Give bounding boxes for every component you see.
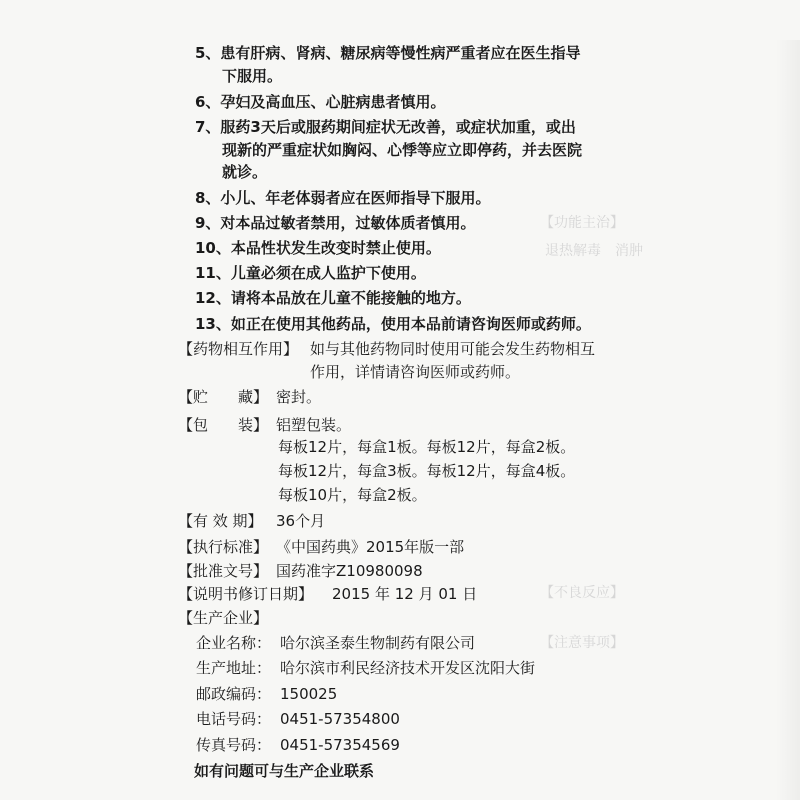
package-line-4: 每板10片，每盒2板。 [278,486,427,504]
manufacturer-name-value: 哈尔滨圣泰生物制药有限公司 [280,634,476,652]
manufacturer-postal-value: 150025 [280,685,338,703]
standard-label: 【执行标准】 [178,538,269,556]
precaution-item-9: 9、对本品过敏者禁用，过敏体质者慎用。 [195,214,476,232]
precaution-item-6: 6、孕妇及高血压、心脏病患者慎用。 [195,93,446,111]
approval-label: 【批准文号】 [178,562,269,580]
interaction-text-line-2: 作用，详情请咨询医师或药师。 [310,363,521,381]
storage-value: 密封。 [276,388,322,406]
manufacturer-address-label: 生产地址： [196,659,272,677]
bleed-through-text: 【不良反应】 [540,585,624,601]
precaution-item-12: 12、请将本品放在儿童不能接触的地方。 [195,289,471,307]
package-line-1: 铝塑包装。 [276,416,352,434]
manufacturer-fax-value: 0451-57354569 [280,736,400,754]
package-line-3: 每板12片，每盒3板。每板12片，每盒4板。 [278,462,576,480]
manufacturer-postal-label: 邮政编码： [196,685,272,703]
manufacturer-phone-value: 0451-57354800 [280,710,400,728]
validity-value: 36个月 [276,512,326,530]
validity-label: 【有 效 期】 [178,512,263,530]
precaution-item-11: 11、儿童必须在成人监护下使用。 [195,264,426,282]
bleed-through-text: 【功能主治】 [540,215,624,231]
footer-contact-note: 如有问题可与生产企业联系 [194,762,375,780]
bleed-through-text: 【注意事项】 [540,635,624,651]
interaction-label: 【药物相互作用】 [178,340,299,358]
precaution-item-5-line-2: 下服用。 [222,67,283,85]
approval-value: 国药准字Z10980098 [276,562,423,580]
precaution-item-7-line-3: 就诊。 [222,163,268,181]
manufacturer-fax-label: 传真号码： [196,736,272,754]
precaution-item-13: 13、如正在使用其他药品，使用本品前请咨询医师或药师。 [195,315,591,333]
package-label: 【包 装】 [178,416,269,434]
revision-value: 2015 年 12 月 01 日 [332,585,478,603]
package-line-2: 每板12片，每盒1板。每板12片，每盒2板。 [278,438,576,456]
manufacturer-phone-label: 电话号码： [196,710,272,728]
precaution-item-5-line-1: 5、患有肝病、肾病、糖尿病等慢性病严重者应在医生指导 [195,44,581,62]
revision-label: 【说明书修订日期】 [178,585,314,603]
precaution-item-10: 10、本品性状发生改变时禁止使用。 [195,239,441,257]
manufacturer-label: 【生产企业】 [178,609,269,627]
manufacturer-address-value: 哈尔滨市利民经济技术开发区沈阳大街 [280,659,536,677]
interaction-text-line-1: 如与其他药物同时使用可能会发生药物相互 [310,340,596,358]
precaution-item-7-line-1: 7、服药3天后或服药期间症状无改善，或症状加重，或出 [195,118,576,136]
storage-label: 【贮 藏】 [178,388,269,406]
precaution-item-7-line-2: 现新的严重症状如胸闷、心悸等应立即停药，并去医院 [222,141,583,159]
bleed-through-text: 退热解毒 消肿 [545,243,643,259]
page-edge-shadow [776,40,800,800]
standard-value: 《中国药典》2015年版一部 [276,538,465,556]
precaution-item-8: 8、小儿、年老体弱者应在医师指导下服用。 [195,189,491,207]
manufacturer-name-label: 企业名称： [196,634,272,652]
